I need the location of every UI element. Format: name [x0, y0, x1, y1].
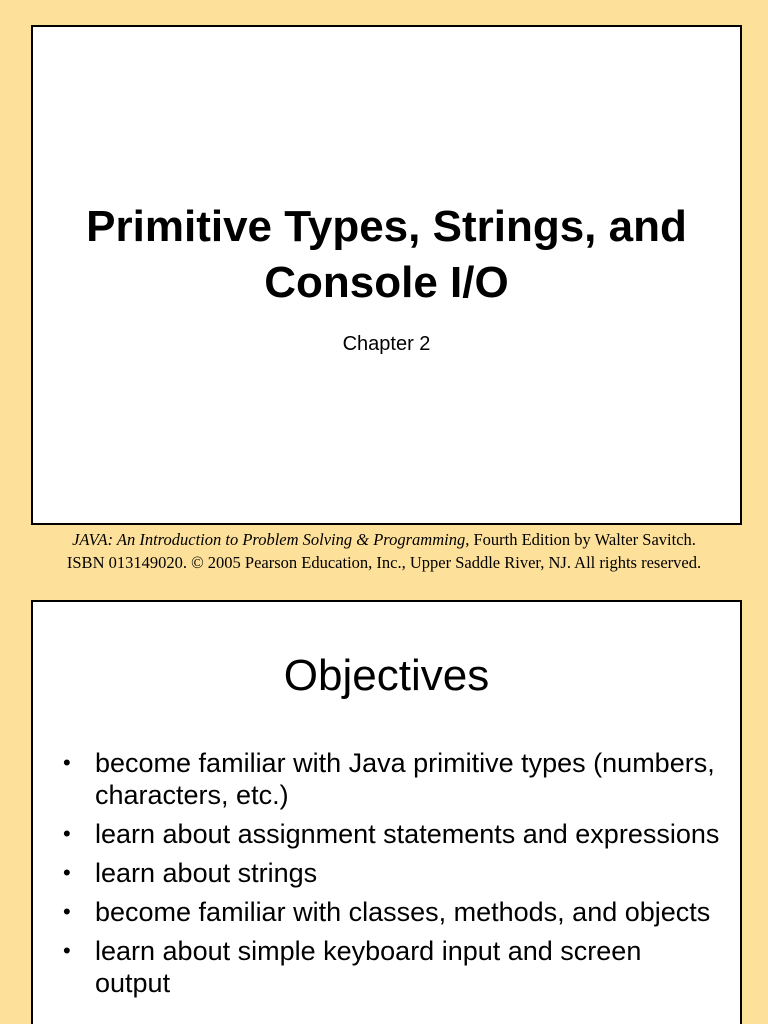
bullet-icon: •	[63, 821, 71, 846]
objectives-heading: Objectives	[283, 651, 490, 700]
edition-text: , Fourth Edition by Walter Savitch.	[465, 530, 696, 549]
list-item-text: learn about simple keyboard input and screen output	[95, 936, 642, 998]
objectives-list	[63, 747, 720, 1006]
list-item	[63, 935, 720, 999]
footer-line-1	[0, 528, 768, 551]
list-item	[63, 896, 720, 928]
bullet-icon: •	[63, 938, 71, 963]
list-item-text: learn about assignment statements and expressions	[95, 819, 720, 849]
copyright-footer	[0, 528, 768, 574]
list-item	[63, 857, 720, 889]
book-title: JAVA: An Introduction to Problem Solving & Programming	[72, 530, 466, 549]
list-item-text: become familiar with classes, methods, and objects	[95, 897, 711, 927]
bullet-icon: •	[63, 750, 71, 775]
list-item-text: become familiar with Java primitive types (numbers, characters, etc.)	[95, 748, 715, 810]
bullet-icon: •	[63, 899, 71, 924]
bullet-icon: •	[63, 860, 71, 885]
objectives-slide	[31, 600, 742, 1024]
footer-line-2: ISBN 013149020. © 2005 Pearson Education, Inc., Upper Saddle River, NJ. All rights reserved.	[66, 553, 702, 572]
list-item-text: learn about strings	[95, 858, 318, 888]
list-item	[63, 818, 720, 850]
list-item	[63, 747, 720, 811]
slide-title: Primitive Types, Strings, and Console I/O	[86, 202, 687, 307]
title-slide	[31, 25, 742, 525]
chapter-label: Chapter 2	[342, 333, 431, 355]
